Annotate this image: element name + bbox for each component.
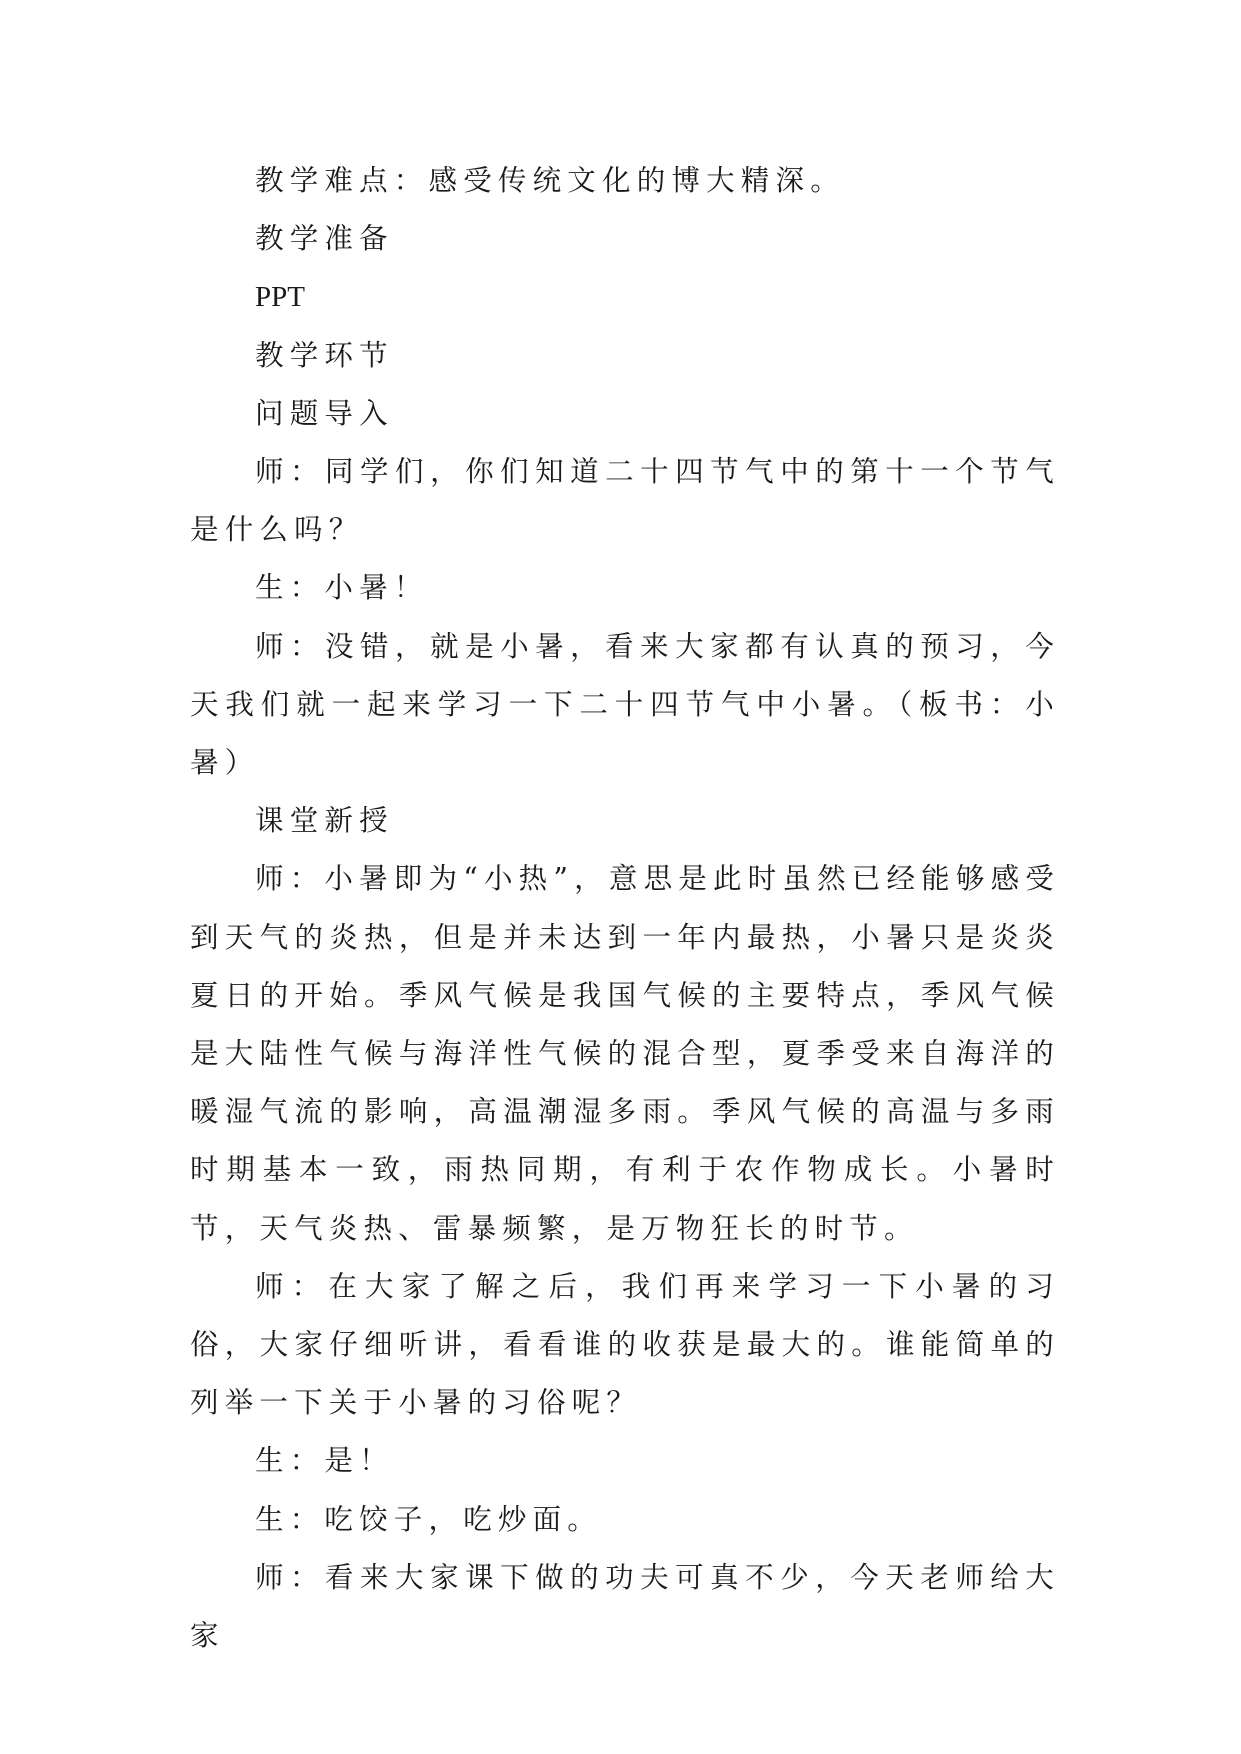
new-lesson-heading: 课堂新授 — [255, 804, 394, 838]
teaching-preparation-heading: 教学准备 — [255, 222, 394, 256]
dialogue-paragraph: 师：小暑即为“小热”，意思是此时虽然已经能够感受到天气的炎热，但是并未达到一年内最热，小暑只是炎炎夏日的开始。季风气候是我国气候的主要特点，季风气候是大陆性气候与海洋性气候的混合型，夏季受来自海洋的暖湿气流的影响，高温潮湿多雨。季风气候的高温与多雨时期基本一致，雨热同期，有利于农作物成长。小暑时节，天气炎热、雷暴频繁，是万物狂长的时节。 — [190, 862, 1060, 1245]
dialogue-paragraph: 师：同学们，你们知道二十四节气中的第十一个节气是什么吗？ — [190, 455, 1060, 547]
ppt-line: PPT — [255, 281, 305, 314]
dialogue-paragraph: 师：没错，就是小暑，看来大家都有认真的预习，今天我们就一起来学习一下二十四节气中小暑。（板书：小暑） — [190, 629, 1060, 780]
dialogue-paragraph: 生：吃饺子，吃炒面。 — [255, 1502, 603, 1536]
dialogue-paragraph: 生：小暑！ — [255, 571, 429, 605]
question-intro-heading: 问题导入 — [255, 396, 394, 430]
dialogue-paragraph: 师：在大家了解之后，我们再来学习一下小暑的习俗，大家仔细听讲，看看谁的收获是最大的。谁能简单的列举一下关于小暑的习俗呢？ — [190, 1269, 1060, 1420]
teaching-steps-heading: 教学环节 — [255, 338, 394, 372]
document-body — [190, 152, 1060, 1665]
dialogue-paragraph: 生：是！ — [255, 1444, 394, 1478]
teaching-difficulty-line: 教学难点：感受传统文化的博大精深。 — [255, 164, 845, 197]
dialogue-paragraph: 师：看来大家课下做的功夫可真不少，今天老师给大家 — [190, 1560, 1060, 1653]
